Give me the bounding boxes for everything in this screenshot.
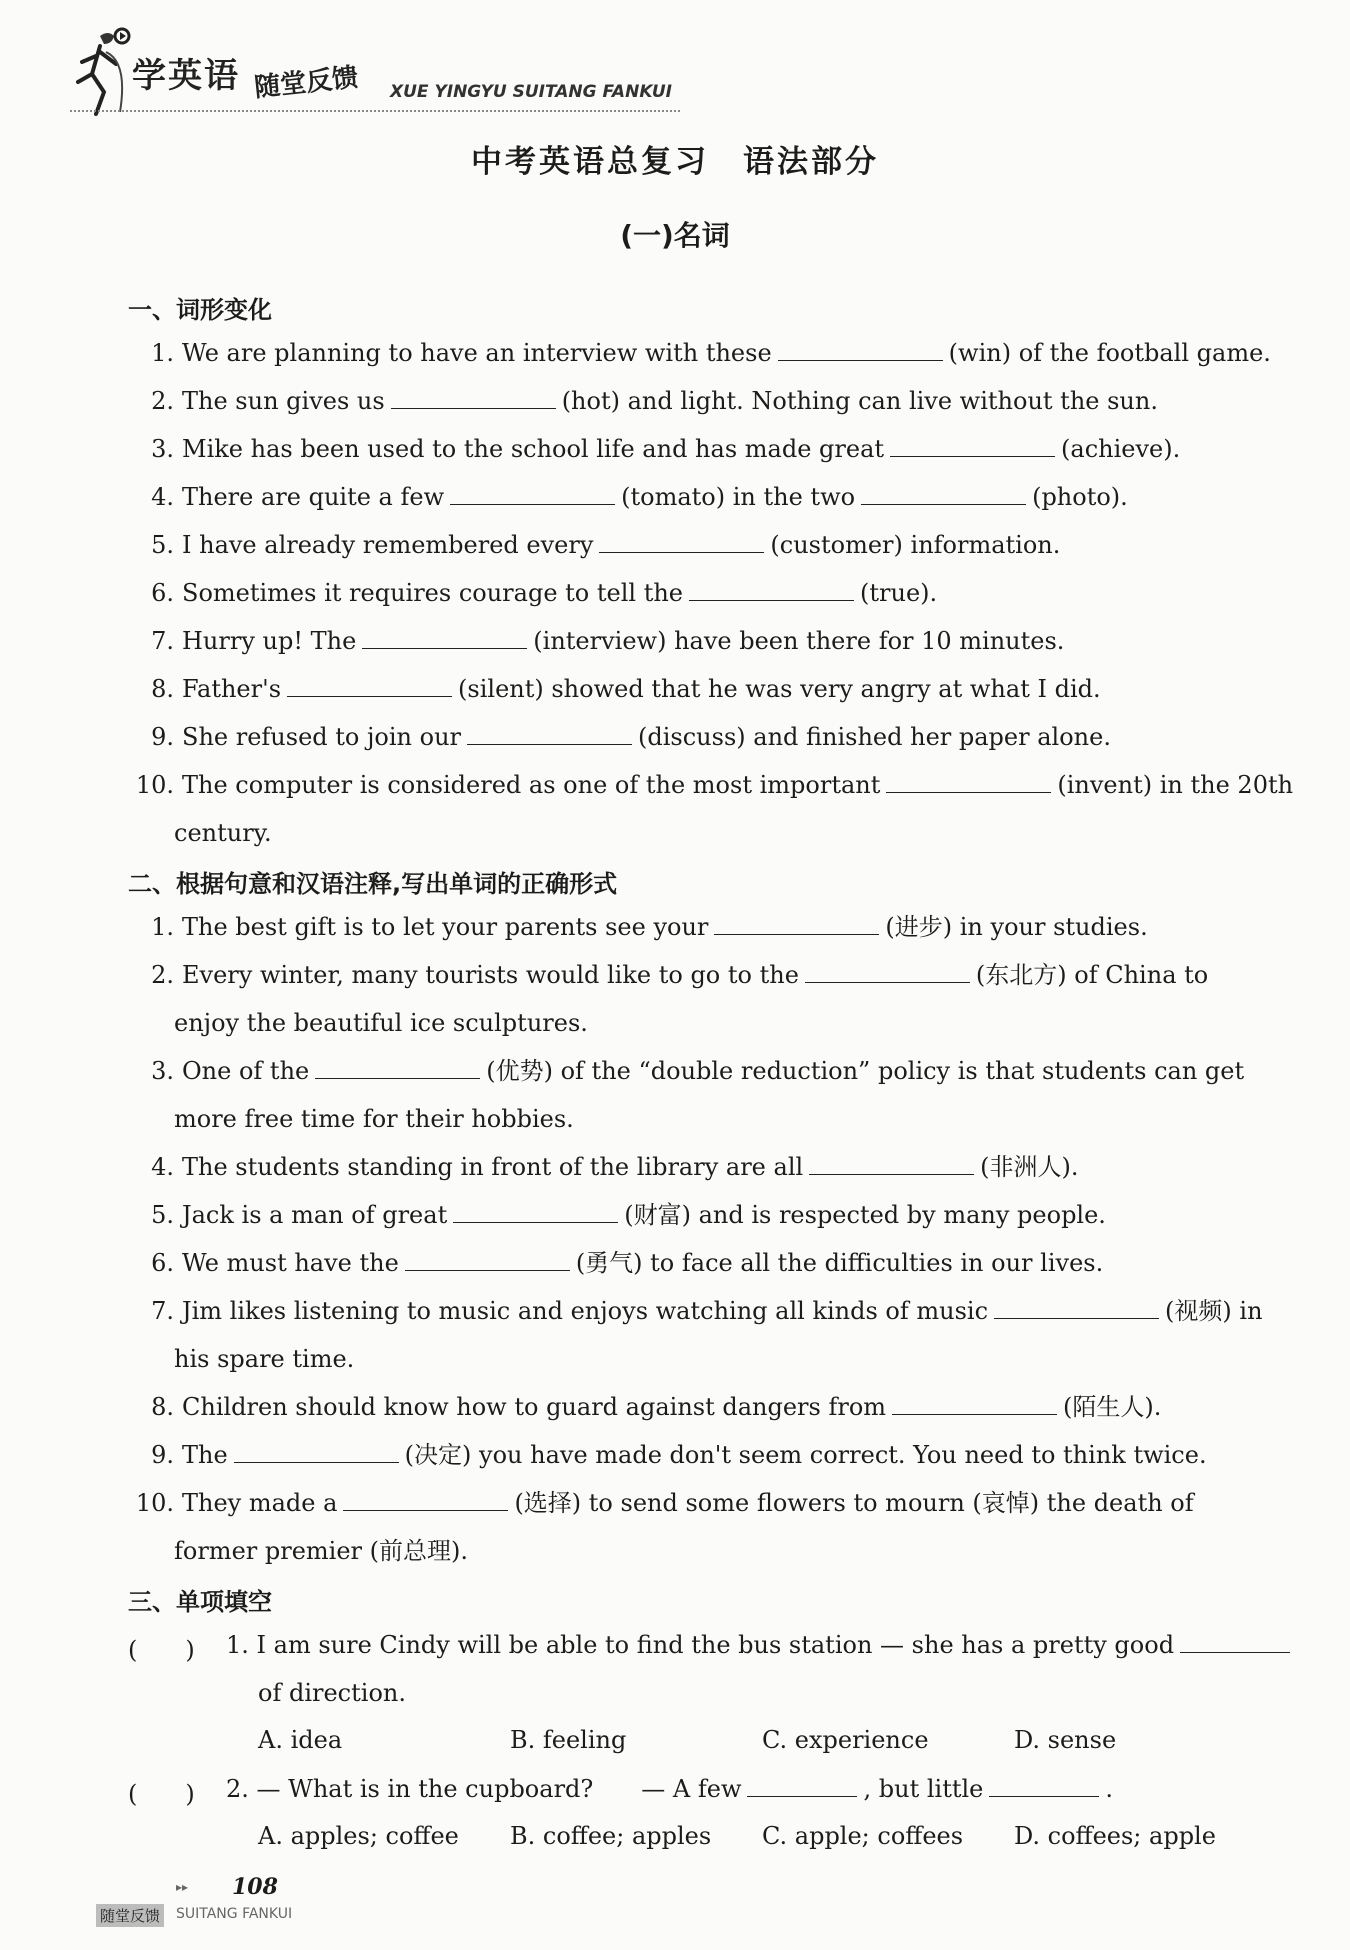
header-divider	[70, 110, 680, 112]
brand-cn-2: 随堂反馈	[252, 62, 360, 104]
page-title: 中考英语总复习 语法部分	[471, 144, 879, 180]
s1-question-5: 5. I have already remembered every (customer) information.	[151, 531, 1061, 559]
s1-question-4: 4. There are quite a few (tomato) in the two (photo).	[151, 483, 1128, 511]
option-a[interactable]: A. idea	[258, 1726, 343, 1754]
section-2-heading: 二、根据句意和汉语注释,写出单词的正确形式	[128, 870, 618, 898]
answer-blank[interactable]	[892, 1392, 1057, 1415]
footer-tag-en: SUITANG FANKUI	[176, 1906, 293, 1922]
answer-blank[interactable]	[805, 960, 970, 983]
section-3-heading: 三、单项填空	[128, 1588, 272, 1616]
answer-blank[interactable]	[689, 578, 854, 601]
s3-question-1-cont: of direction.	[258, 1679, 406, 1707]
s2-question-2: 2. Every winter, many tourists would like to go to the (东北方) of China to	[151, 961, 1209, 989]
s1-question-8: 8. Father's (silent) showed that he was very angry at what I did.	[151, 675, 1101, 703]
answer-blank[interactable]	[747, 1774, 857, 1797]
answer-blank[interactable]	[1180, 1630, 1290, 1653]
s2-question-5: 5. Jack is a man of great (财富) and is respected by many people.	[151, 1201, 1106, 1229]
answer-blank[interactable]	[453, 1200, 618, 1223]
s2-question-6: 6. We must have the (勇气) to face all the difficulties in our lives.	[151, 1249, 1104, 1277]
answer-blank[interactable]	[234, 1440, 399, 1463]
answer-blank[interactable]	[778, 338, 943, 361]
answer-blank[interactable]	[391, 386, 556, 409]
s3-question-1: 1. I am sure Cindy will be able to find the bus station — she has a pretty good	[226, 1630, 1276, 1660]
option-c[interactable]: C. apple; coffees	[762, 1822, 964, 1850]
s1-question-10-cont: century.	[174, 819, 272, 847]
s1-question-7: 7. Hurry up! The (interview) have been there for 10 minutes.	[151, 627, 1065, 655]
s2-question-2-cont: enjoy the beautiful ice sculptures.	[174, 1009, 588, 1037]
s1-question-1: 1. We are planning to have an interview with these (win) of the football game.	[151, 339, 1271, 367]
s1-question-2: 2. The sun gives us (hot) and light. Nothing can live without the sun.	[151, 387, 1158, 415]
s2-question-7: 7. Jim likes listening to music and enjoys watching all kinds of music (视频) in	[151, 1297, 1263, 1325]
footer-arrows-icon: ▸▸	[176, 1880, 189, 1894]
option-b[interactable]: B. feeling	[510, 1726, 627, 1754]
s2-question-7-cont: his spare time.	[174, 1345, 355, 1373]
answer-blank[interactable]	[861, 482, 1026, 505]
s1-question-6: 6. Sometimes it requires courage to tell the (true).	[151, 579, 938, 607]
option-c[interactable]: C. experience	[762, 1726, 929, 1754]
section-1-heading: 一、词形变化	[128, 296, 272, 324]
answer-blank[interactable]	[467, 722, 632, 745]
s2-question-4: 4. The students standing in front of the library are all (非洲人).	[151, 1153, 1079, 1181]
answer-blank[interactable]	[809, 1152, 974, 1175]
answer-blank[interactable]	[450, 482, 615, 505]
answer-blank[interactable]	[989, 1774, 1099, 1797]
option-a[interactable]: A. apples; coffee	[258, 1822, 459, 1850]
answer-blank[interactable]	[599, 530, 764, 553]
s3-question-2: 2. — What is in the cupboard? — A few , but little .	[226, 1775, 1113, 1803]
option-b[interactable]: B. coffee; apples	[510, 1822, 712, 1850]
answer-blank[interactable]	[405, 1248, 570, 1271]
brand-en: XUE YINGYU SUITANG FANKUI	[390, 82, 673, 102]
answer-paren-2[interactable]: ( )	[128, 1780, 195, 1808]
footer-tag-cn: 随堂反馈	[96, 1904, 164, 1927]
brand-cn: 学英语	[132, 56, 240, 96]
answer-paren-1[interactable]: ( )	[128, 1636, 195, 1664]
page-subtitle: (一)名词	[620, 219, 730, 252]
answer-blank[interactable]	[287, 674, 452, 697]
answer-blank[interactable]	[994, 1296, 1159, 1319]
s2-question-3-cont: more free time for their hobbies.	[174, 1105, 574, 1133]
answer-blank[interactable]	[886, 770, 1051, 793]
s2-question-10-cont: former premier (前总理).	[174, 1537, 468, 1565]
answer-blank[interactable]	[714, 912, 879, 935]
s2-question-1: 1. The best gift is to let your parents see your (进步) in your studies.	[151, 913, 1148, 941]
option-d[interactable]: D. sense	[1014, 1726, 1117, 1754]
page-number: 108	[232, 1874, 278, 1900]
answer-blank[interactable]	[362, 626, 527, 649]
s2-question-10: 10. They made a (选择) to send some flowers to mourn (哀悼) the death of	[135, 1489, 1194, 1517]
s2-question-8: 8. Children should know how to guard against dangers from (陌生人).	[151, 1393, 1162, 1421]
header-logo	[70, 22, 690, 122]
s1-question-3: 3. Mike has been used to the school life and has made great (achieve).	[151, 435, 1181, 463]
s1-question-9: 9. She refused to join our (discuss) and finished her paper alone.	[151, 723, 1111, 751]
answer-blank[interactable]	[315, 1056, 480, 1079]
runner-logo-icon	[70, 22, 140, 122]
option-d[interactable]: D. coffees; apple	[1014, 1822, 1216, 1850]
s1-question-10: 10. The computer is considered as one of the most important (invent) in the 20th	[135, 771, 1294, 799]
s2-question-3: 3. One of the (优势) of the “double reduction” policy is that students can get	[151, 1057, 1245, 1085]
answer-blank[interactable]	[890, 434, 1055, 457]
s2-question-9: 9. The (决定) you have made don't seem correct. You need to think twice.	[151, 1441, 1207, 1469]
answer-blank[interactable]	[343, 1488, 508, 1511]
